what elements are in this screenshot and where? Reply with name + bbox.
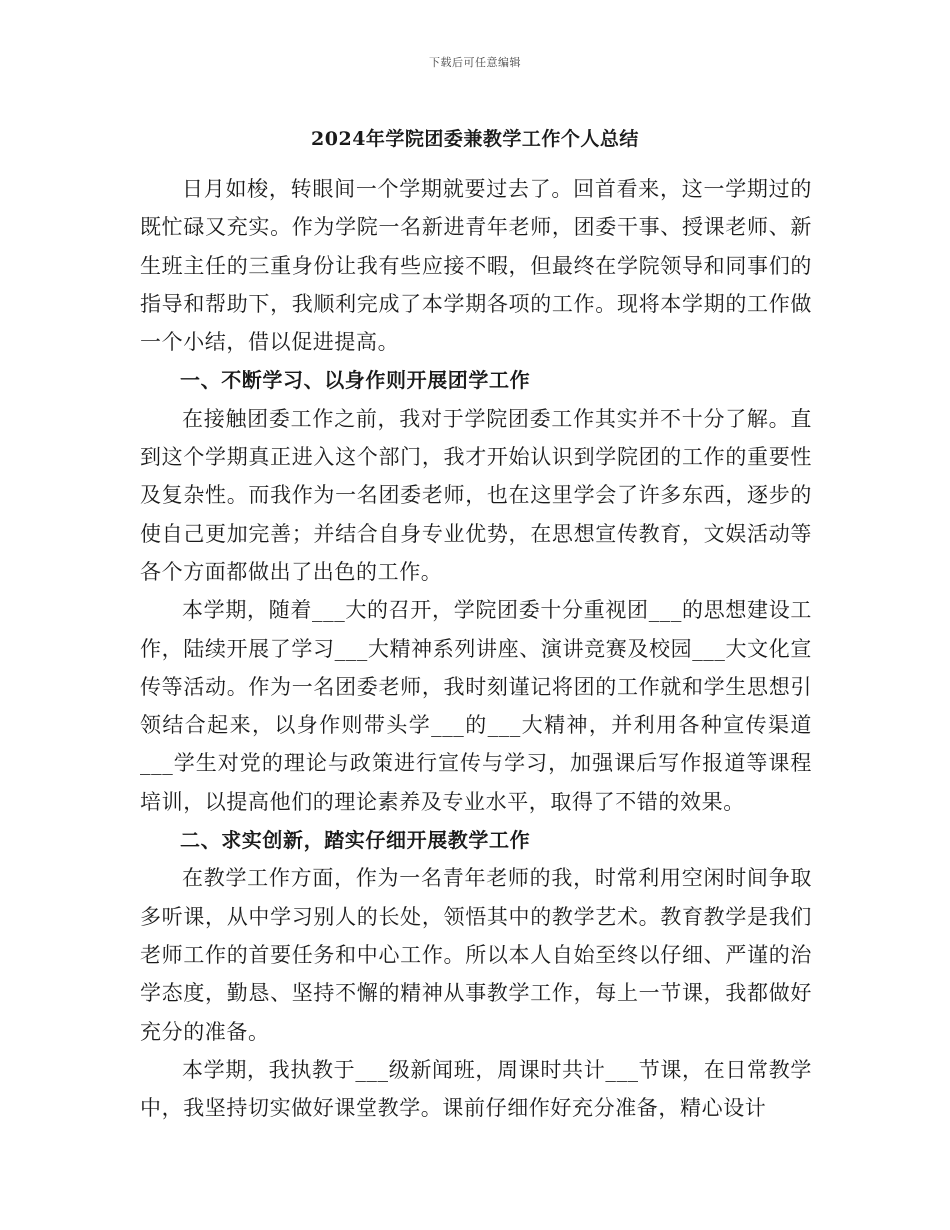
section-heading-1: 一、不断学习、以身作则开展团学工作: [180, 368, 531, 393]
document-body: [140, 170, 812, 1127]
paragraph-section1-a: 在接触团委工作之前，我对于学院团委工作其实并不十分了解。直到这个学期真正进入这个部门，我才开始认识到学院团的工作的重要性及复杂性。而我作为一名团委老师，也在这里学会了许多东西，逐步的使自己更加完善；并结合自身专业优势，在思想宣传教育，文娱活动等各个方面都做出了出色的工作。: [140, 406, 812, 584]
paragraph-section2-b: 本学期，我执教于___级新闻班，周课时共计___节课，在日常教学中，我坚持切实做好课堂教学。课前仔细作好充分准备，精心设计: [140, 1057, 812, 1121]
section-heading-2: 二、求实创新，踏实仔细开展教学工作: [180, 828, 531, 853]
paragraph-section2-a: 在教学工作方面，作为一名青年老师的我，时常利用空闲时间争取多听课，从中学习别人的长处，领悟其中的教学艺术。教育教学是我们老师工作的首要任务和中心工作。所以本人自始至终以仔细、严谨的治学态度，勤恳、坚持不懈的精神从事教学工作，每上一节课，我都做好充分的准备。: [140, 866, 812, 1044]
header-note: 下载后可任意编辑: [429, 56, 521, 69]
paragraph-section1-b: 本学期，随着___大的召开，学院团委十分重视团___的思想建设工作，陆续开展了学习___大精神系列讲座、演讲竞赛及校园___大文化宣传等活动。作为一名团委老师，我时刻谨记将团的工作就和学生思想引领结合起来，以身作则带头学___的___大精神，并利用各种宣传渠道___学生对党的理论与政策进行宣传与学习，加强课后写作报道等课程培训，以提高他们的理论素养及专业水平，取得了不错的效果。: [140, 598, 812, 814]
paragraph-intro: 日月如梭，转眼间一个学期就要过去了。回首看来，这一学期过的既忙碌又充实。作为学院一名新进青年老师，团委干事、授课老师、新生班主任的三重身份让我有些应接不暇，但最终在学院领导和同事们的指导和帮助下，我顺利完成了本学期各项的工作。现将本学期的工作做一个小结，借以促进提高。: [140, 177, 812, 355]
document-title: 2024年学院团委兼教学工作个人总结: [311, 128, 639, 150]
